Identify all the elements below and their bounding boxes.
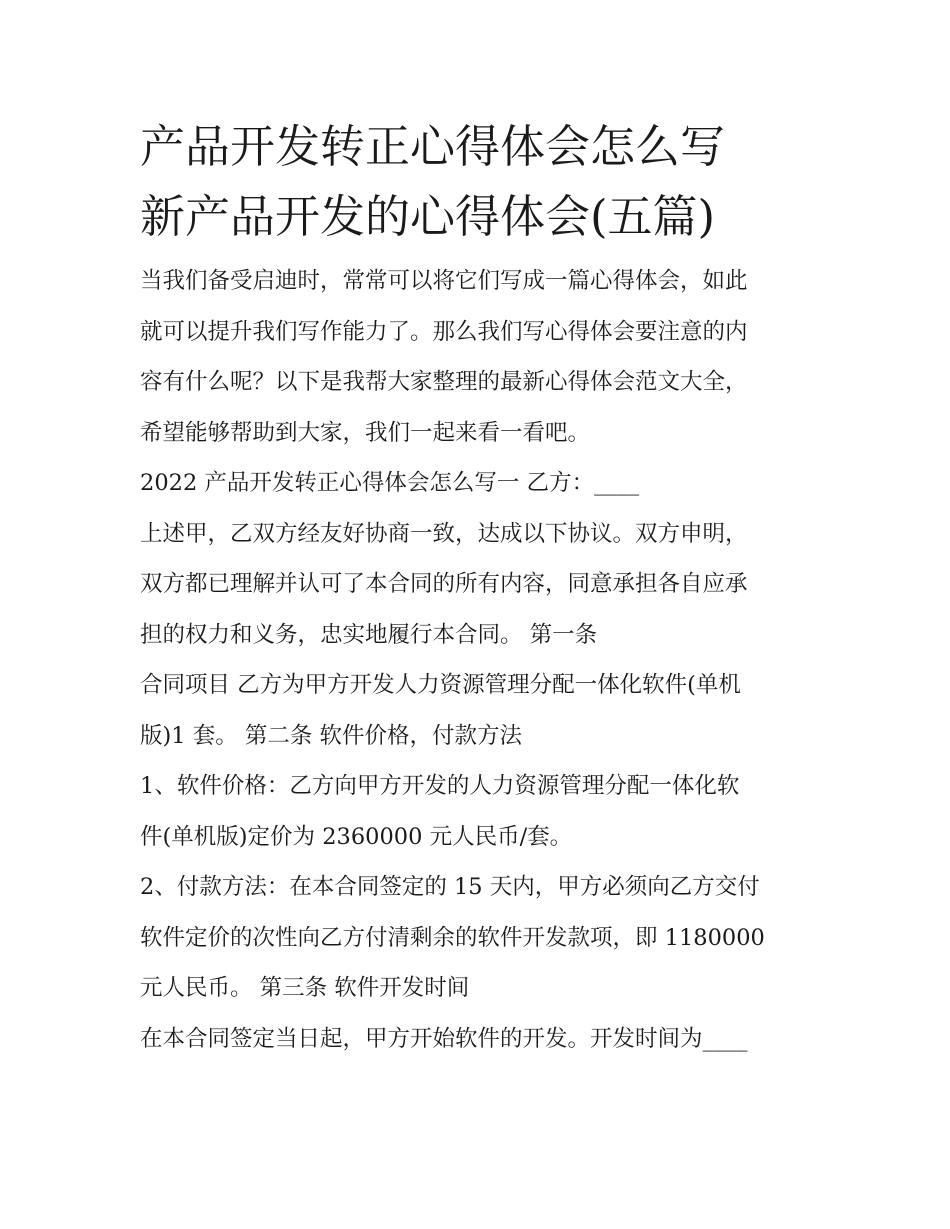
text-line: 在本合同签定当日起，甲方开始软件的开发。开发时间为____: [140, 1025, 748, 1052]
text-line: 担的权力和义务，忠实地履行本合同。 第一条: [140, 621, 598, 648]
text-line: 件(单机版)定价为 2360000 元人民币/套。: [140, 823, 573, 850]
document-title: [140, 112, 820, 252]
text-line: 元人民币。 第三条 软件开发时间: [140, 975, 470, 1001]
text-line: 希望能够帮助到大家，我们一起来看一看吧。: [140, 419, 591, 446]
document-body: [140, 112, 820, 1064]
title-line: 新产品开发的心得体会(五篇): [140, 190, 716, 243]
text-line: 双方都已理解并认可了本合同的所有内容，同意承担各自应承: [140, 571, 748, 597]
text-line: 当我们备受启迪时，常常可以将它们写成一篇心得体会，如此: [140, 268, 748, 294]
section-heading-paragraph: [140, 458, 820, 509]
agreement-paragraph: [140, 509, 820, 661]
text-line: 容有什么呢？以下是我帮大家整理的最新心得体会范文大全，: [140, 369, 748, 395]
title-line: 产品开发转正心得体会怎么写: [140, 120, 726, 173]
payment-paragraph: [140, 862, 820, 1014]
intro-paragraph: [140, 256, 820, 458]
text-line: 软件定价的次性向乙方付清剩余的软件开发款项，即 1180000: [140, 924, 765, 951]
development-time-paragraph: [140, 1014, 820, 1065]
text-line: 上述甲，乙双方经友好协商一致，达成以下协议。双方申明，: [140, 520, 748, 547]
contract-item-paragraph: [140, 660, 820, 761]
text-line: 2022 产品开发转正心得体会怎么写一 乙方：____: [140, 470, 640, 496]
text-line: 版)1 套。 第二条 软件价格，付款方法: [140, 722, 523, 749]
text-line: 2、付款方法：在本合同签定的 15 天内，甲方必须向乙方交付: [140, 874, 760, 900]
text-line: 1、软件价格：乙方向甲方开发的人力资源管理分配一体化软: [140, 773, 740, 799]
price-paragraph: [140, 761, 820, 862]
text-line: 合同项目 乙方为甲方开发人力资源管理分配一体化软件(单机: [140, 672, 741, 698]
text-line: 就可以提升我们写作能力了。那么我们写心得体会要注意的内: [140, 318, 748, 345]
